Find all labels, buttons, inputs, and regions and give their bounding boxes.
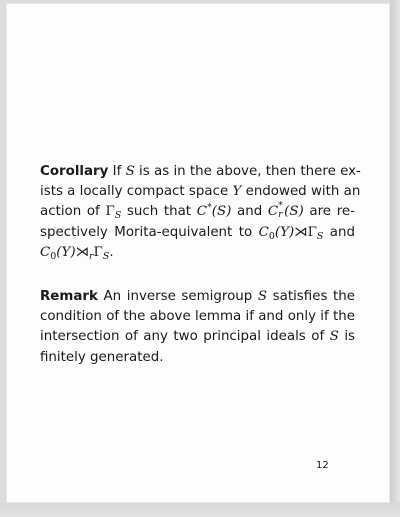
corollary-text: action of [40, 204, 100, 220]
scan-right-edge [390, 0, 400, 517]
math-var-s: S [329, 329, 339, 345]
scan-bottom-edge [0, 503, 400, 517]
math-subsup [278, 200, 284, 221]
math-var-s: S [125, 164, 135, 179]
math-rtimes: ⋊ [294, 224, 308, 240]
remark-text: is [344, 329, 356, 345]
math-c: C [258, 224, 269, 240]
math-arg: (Y) [56, 244, 76, 260]
math-crossed-product [259, 225, 324, 240]
remark-line-1 [40, 287, 355, 307]
corollary-paragraph [40, 162, 361, 263]
math-superscript: * [278, 200, 283, 212]
math-var-y: Y [232, 184, 242, 200]
math-superscript: * [206, 202, 212, 214]
math-subscript: r [278, 209, 283, 221]
math-cstar-s [197, 204, 232, 219]
math-crstar-s [267, 200, 304, 221]
math-rtimes: ⋊ [75, 244, 89, 260]
math-arg: (S) [284, 204, 304, 220]
math-c: C [40, 244, 51, 260]
math-subscript: S [316, 230, 324, 242]
page-number: 12 [316, 460, 329, 471]
math-c: C [196, 204, 207, 220]
corollary-text: If [112, 164, 122, 179]
remark-text: satisfies the [272, 289, 355, 304]
remark-line-2 [40, 307, 355, 327]
remark-text: finitely generated. [40, 349, 164, 365]
corollary-text: such that [126, 204, 192, 220]
corollary-line-3 [40, 202, 355, 222]
math-var-s: S [257, 289, 268, 304]
math-subscript: 0 [50, 250, 57, 262]
corollary-text: and [237, 204, 263, 220]
math-gamma: Γ [307, 224, 317, 240]
math-reduced-crossed-product [40, 245, 109, 260]
corollary-text: is as in the above, then there ex- [139, 164, 361, 179]
math-gamma: Γ [105, 204, 115, 220]
corollary-text: are re- [309, 204, 355, 220]
math-gamma: Γ [93, 244, 103, 260]
corollary-text: endowed with an [245, 184, 361, 200]
math-gamma-s [105, 204, 122, 222]
corollary-text: spectively Morita-equivalent to [40, 224, 253, 240]
math-subscript: S [114, 210, 122, 222]
math-arg: (S) [211, 204, 232, 220]
math-subscript: S [102, 250, 110, 262]
remark-line-4 [40, 348, 355, 368]
math-c: C [267, 204, 279, 220]
corollary-text: ists a locally compact space [40, 184, 229, 200]
math-arg: (Y) [274, 224, 295, 240]
corollary-text: . [109, 244, 114, 260]
corollary-line-4 [40, 223, 355, 243]
remark-heading: Remark [40, 289, 98, 304]
math-subscript: 0 [268, 230, 275, 242]
corollary-line-5 [40, 243, 355, 263]
corollary-heading: Corollary [40, 164, 109, 179]
remark-line-3 [40, 327, 355, 347]
corollary-text: and [329, 224, 355, 240]
math-subscript: r [88, 250, 94, 262]
remark-paragraph [40, 287, 355, 368]
remark-text: intersection of any two principal ideals of [40, 329, 325, 345]
corollary-line-2 [40, 182, 361, 202]
remark-text: condition of the above lemma if and only if the [40, 309, 355, 325]
remark-text: An inverse semigroup [103, 289, 253, 304]
corollary-line-1 [40, 162, 361, 182]
